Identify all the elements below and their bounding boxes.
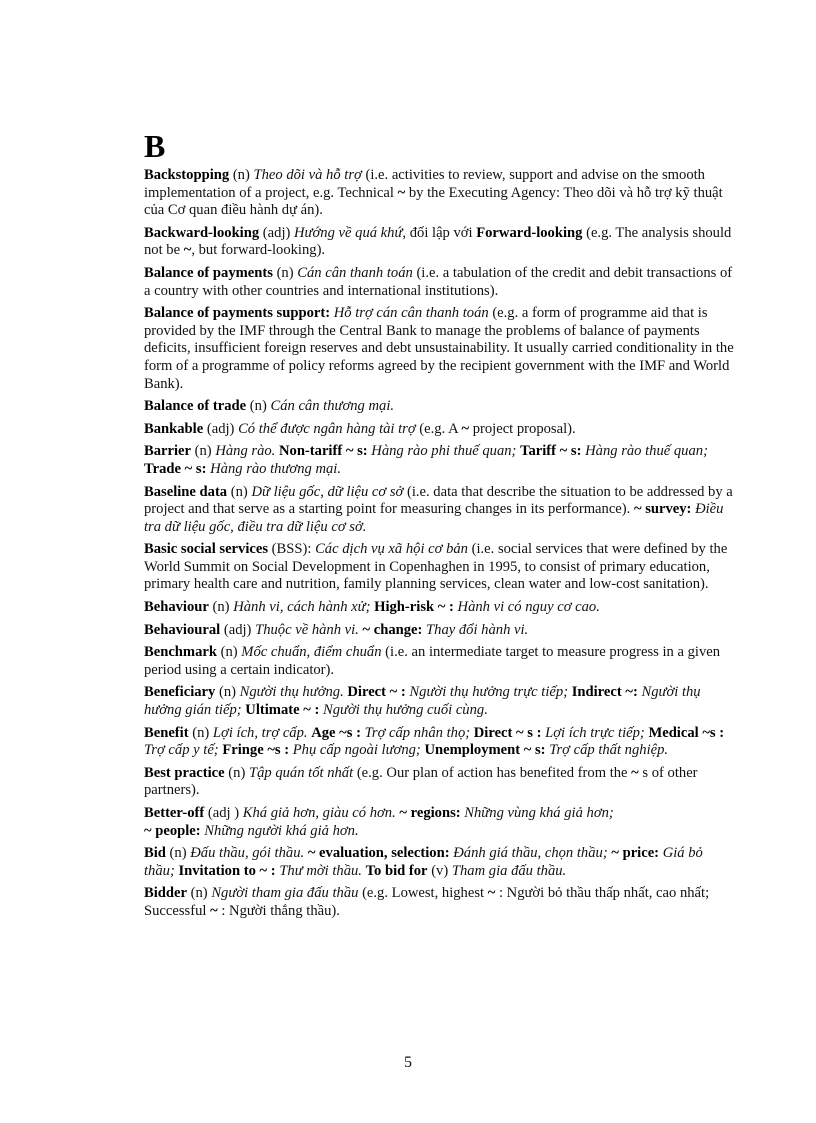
entry-translation: Dữ liệu gốc, dữ liệu cơ sở bbox=[251, 483, 404, 500]
entry-text: (adj) bbox=[259, 224, 295, 241]
entry-translation: Cán cân thương mại. bbox=[270, 398, 395, 415]
page-number: 5 bbox=[404, 1054, 412, 1071]
entry-text: by the Executing Agency: Theo dõi và hỗ trợ kỹ thuật của Cơ quan điều hành dự án). bbox=[144, 184, 723, 219]
entry-term: Balance of trade bbox=[144, 398, 247, 415]
entry-term: Beneficiary bbox=[144, 684, 216, 701]
entry-translation: Người thụ hưởng gián tiếp; bbox=[144, 684, 701, 719]
entry-text: (n) bbox=[229, 167, 254, 183]
entry-term: Behaviour bbox=[144, 599, 209, 616]
entry-translation: Hành vi có nguy cơ cao. bbox=[457, 599, 600, 616]
glossary-entry bbox=[144, 599, 736, 617]
entry-bold-text: Direct ~ s : bbox=[473, 724, 542, 741]
entry-term: Bidder bbox=[144, 885, 187, 902]
entry-bold-text: ~ change: bbox=[362, 621, 423, 638]
entry-bold-text: Fringe ~s : bbox=[222, 742, 290, 759]
entry-bold-text: Forward-looking bbox=[476, 224, 583, 241]
entry-text: (n) bbox=[165, 845, 191, 862]
entry-text: (i.e. data that describe the situation to be addressed by a project and that serve as a starting point for measuring changes in its performance). bbox=[144, 483, 733, 518]
entry-text: (n) bbox=[272, 264, 298, 281]
glossary-entry bbox=[144, 805, 736, 840]
entry-translation: Tập quán tốt nhất bbox=[248, 764, 354, 781]
entry-bold-text: High-risk ~ : bbox=[374, 599, 454, 616]
entry-bold-text: ~ people: bbox=[144, 822, 201, 839]
entry-translation: Phụ cấp ngoài lương; bbox=[292, 742, 421, 759]
entry-translation: Thuộc về hành vi. bbox=[255, 621, 359, 638]
entry-text: (e.g. The analysis should not be bbox=[144, 224, 732, 259]
entry-term: Baseline data bbox=[144, 483, 228, 500]
entry-text: (i.e. activities to review, support and advise on the smooth implementation of a project, e.g. Technical bbox=[144, 167, 705, 201]
entry-translation: Trợ cấp y tế; bbox=[144, 742, 219, 759]
entry-text: (n) bbox=[191, 443, 216, 460]
entry-translation: Điều tra dữ liệu gốc, điều tra dữ liệu cơ sở. bbox=[144, 501, 724, 535]
entry-translation: Những người khá giả hơn. bbox=[204, 822, 359, 839]
glossary-entry bbox=[144, 398, 736, 416]
entry-text: (adj) bbox=[220, 621, 256, 638]
entry-term: Balance of payments bbox=[144, 264, 273, 281]
entry-translation: Hàng rào thuế quan; bbox=[585, 443, 708, 460]
entry-text: (n) bbox=[216, 644, 242, 661]
entry-translation: Các dịch vụ xã hội cơ bản bbox=[315, 541, 468, 558]
entry-bold-text: ~ bbox=[461, 420, 470, 437]
glossary-entries bbox=[144, 167, 736, 921]
entry-bold-text: Tariff ~ s: bbox=[520, 443, 582, 460]
entry-translation: Hàng rào thương mại. bbox=[210, 460, 341, 477]
entry-text: (i.e. an intermediate target to measure progress in a given period using a certain indicator). bbox=[144, 644, 721, 678]
glossary-entry bbox=[144, 885, 736, 920]
entry-bold-text: ~ price: bbox=[611, 845, 660, 862]
entry-text: (n) bbox=[188, 724, 213, 741]
entry-term: Backstopping bbox=[144, 167, 230, 183]
glossary-entry bbox=[144, 265, 736, 300]
entry-term: Bid bbox=[144, 845, 166, 862]
entry-translation: Tham gia đấu thầu. bbox=[451, 862, 567, 879]
entry-text: project proposal). bbox=[469, 420, 576, 437]
glossary-entry bbox=[144, 541, 736, 594]
entry-text: : Người thắng thầu). bbox=[217, 902, 340, 919]
entry-translation: Mốc chuẩn, điểm chuẩn bbox=[241, 644, 382, 661]
entry-text: (e.g. Lowest, highest bbox=[358, 885, 488, 902]
glossary-entry bbox=[144, 845, 736, 880]
entry-translation: Có thể được ngân hàng tài trợ bbox=[238, 420, 416, 437]
entry-translation: Người tham gia đấu thầu bbox=[211, 885, 359, 902]
section-letter: B bbox=[144, 128, 166, 164]
entry-text: : Người bỏ thầu thấp nhất, cao nhất; Successful bbox=[144, 885, 710, 919]
entry-bold-text: ~ regions: bbox=[399, 805, 461, 821]
entry-text: s of other partners). bbox=[144, 764, 698, 799]
entry-translation: Khá giả hơn, giàu có hơn. bbox=[242, 805, 396, 821]
glossary-entry bbox=[144, 622, 736, 640]
entry-bold-text: ~ bbox=[183, 242, 192, 259]
entry-term: Better-off bbox=[144, 805, 205, 821]
entry-text: , but forward-looking). bbox=[191, 242, 326, 259]
entry-term: Benefit bbox=[144, 724, 189, 741]
entry-text: (v) bbox=[427, 862, 452, 879]
entry-term: Bankable bbox=[144, 420, 204, 437]
entry-text: (adj) bbox=[203, 420, 239, 437]
entry-bold-text: Ultimate ~ : bbox=[245, 702, 320, 719]
entry-bold-text: ~ survey: bbox=[633, 501, 692, 518]
entry-translation: Theo dõi và hỗ trợ bbox=[253, 167, 362, 183]
entry-bold-text: Indirect ~: bbox=[571, 684, 638, 701]
entry-bold-text: Unemployment ~ s: bbox=[424, 742, 546, 759]
glossary-entry bbox=[144, 305, 736, 393]
entry-translation: Hành vi, cách hành xử; bbox=[233, 599, 371, 616]
glossary-entry bbox=[144, 644, 736, 679]
entry-bold-text: ~ bbox=[487, 885, 496, 902]
entry-translation: Lợi ích trực tiếp; bbox=[545, 724, 645, 741]
entry-text: (n) bbox=[208, 599, 234, 616]
entry-translation: Thư mời thầu. bbox=[279, 862, 362, 879]
entry-term: Benchmark bbox=[144, 644, 217, 661]
glossary-entry bbox=[144, 765, 736, 800]
entry-term: Best practice bbox=[144, 764, 225, 781]
entry-translation: Giá bỏ thầu; bbox=[144, 845, 703, 879]
entry-text: (e.g. Our plan of action has benefited from the bbox=[353, 764, 632, 781]
glossary-entry bbox=[144, 167, 736, 220]
entry-translation: Thay đổi hành vi. bbox=[426, 621, 529, 638]
entry-text: đối lập với bbox=[406, 224, 477, 241]
entry-text: (n) bbox=[215, 684, 240, 701]
entry-text: (n) bbox=[246, 398, 271, 415]
entry-term: Backward-looking bbox=[144, 224, 260, 241]
entry-translation: Người thụ hưởng. bbox=[239, 684, 344, 701]
entry-text: (n) bbox=[186, 885, 212, 902]
entry-translation: Hướng về quá khứ, bbox=[294, 224, 407, 241]
entry-translation: Đấu thầu, gói thầu. bbox=[190, 845, 305, 862]
entry-bold-text: To bid for bbox=[365, 862, 428, 879]
glossary-entry bbox=[144, 225, 736, 260]
glossary-entry bbox=[144, 725, 736, 760]
entry-bold-text: Non-tariff ~ s: bbox=[278, 443, 368, 460]
entry-bold-text: Age ~s : bbox=[311, 724, 361, 741]
entry-bold-text: Trade ~ s: bbox=[144, 460, 207, 477]
entry-translation: Hàng rào phi thuế quan; bbox=[371, 443, 517, 460]
entry-text: (i.e. social services that were defined by the World Summit on Social Development in Copenhaghen in 1995, to consist of primary education, primary health care and nutrition, family planning services, clean water and low-cost sanitation). bbox=[144, 541, 728, 593]
entry-translation: Cán cân thanh toán bbox=[297, 264, 413, 281]
entry-bold-text: Direct ~ : bbox=[347, 684, 406, 701]
entry-bold-text: Medical ~s : bbox=[648, 724, 725, 741]
entry-translation: Trợ cấp thất nghiệp. bbox=[549, 742, 669, 759]
entry-term: Barrier bbox=[144, 443, 191, 460]
entry-text: (adj ) bbox=[204, 805, 243, 821]
entry-bold-text: Invitation to ~ : bbox=[178, 862, 276, 879]
entry-translation: Hỗ trợ cán cân thanh toán bbox=[333, 305, 489, 322]
entry-text: (n) bbox=[227, 483, 252, 500]
entry-translation: Trợ cấp nhân thọ; bbox=[364, 724, 471, 741]
entry-text: (i.e. a tabulation of the credit and debit transactions of a country with other countries and international institutions). bbox=[144, 264, 733, 299]
entry-translation: Hàng rào. bbox=[215, 443, 276, 460]
glossary-entry bbox=[144, 421, 736, 439]
entry-bold-text: ~ evaluation, selection: bbox=[307, 845, 450, 862]
entry-term: Behavioural bbox=[144, 621, 221, 638]
entry-bold-text: ~ bbox=[210, 902, 218, 919]
entry-translation: Người thụ hưởng trực tiếp; bbox=[409, 684, 569, 701]
entry-text: (n) bbox=[224, 764, 249, 781]
glossary-entry bbox=[144, 684, 736, 719]
entry-bold-text: ~ bbox=[631, 764, 639, 781]
entry-translation: Lợi ích, trợ cấp. bbox=[212, 724, 308, 741]
entry-term: Balance of payments support: bbox=[144, 305, 331, 322]
entry-translation: Đánh giá thầu, chọn thầu; bbox=[453, 845, 608, 862]
entry-bold-text: ~ bbox=[397, 184, 406, 201]
entry-translation: Người thụ hưởng cuối cùng. bbox=[322, 702, 488, 719]
entry-text: (e.g. A bbox=[415, 420, 462, 437]
entry-translation: Những vùng khá giả hơn; bbox=[464, 805, 614, 821]
entry-text: (e.g. a form of programme aid that is provided by the IMF through the Central Bank to manage the problems of balance of payments deficits, insufficient foreign reserves and debt unsustainability. It usually carried conditionality in the form of a programme of policy reforms agreed by the recipient government with the IMF and World Bank). bbox=[144, 305, 734, 392]
entry-text: (BSS): bbox=[268, 541, 316, 558]
glossary-entry bbox=[144, 484, 736, 537]
entry-term: Basic social services bbox=[144, 541, 269, 558]
glossary-entry bbox=[144, 443, 736, 478]
glossary-page bbox=[144, 128, 736, 926]
